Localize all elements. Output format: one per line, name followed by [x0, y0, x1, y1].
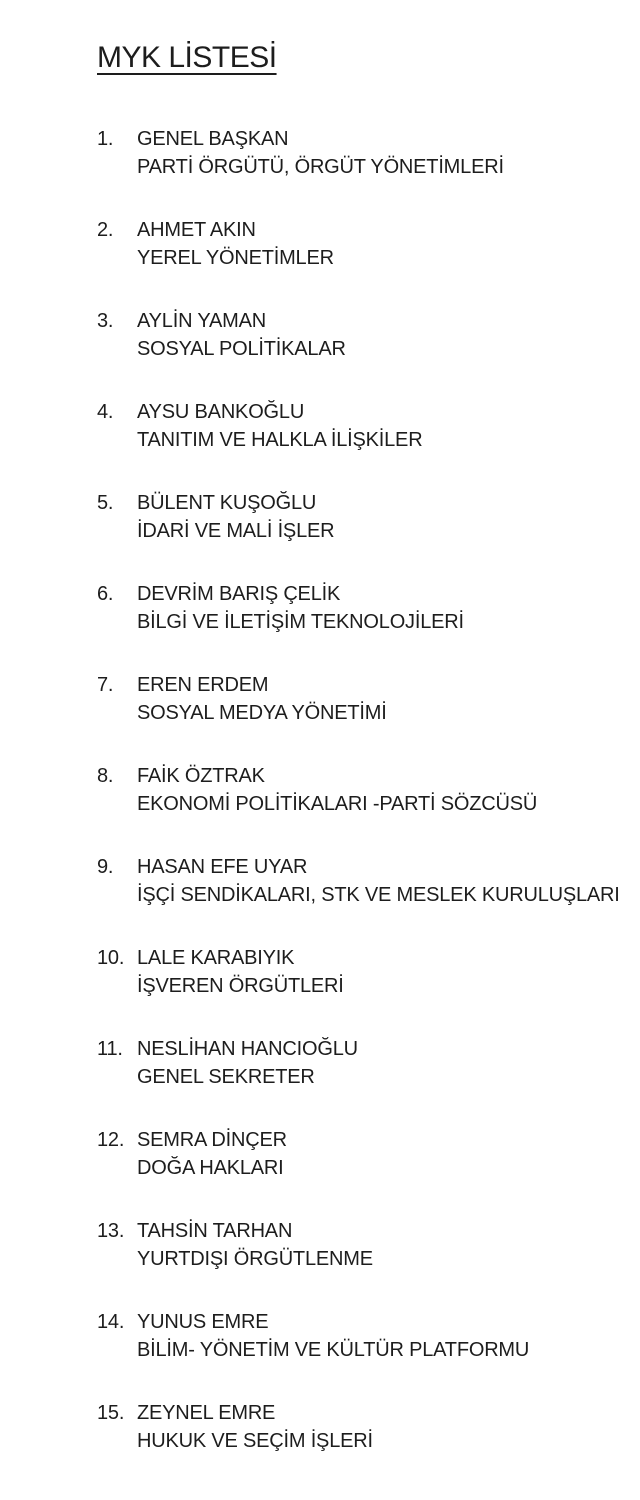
item-text — [137, 671, 387, 727]
member-name: ZEYNEL EMRE — [137, 1402, 276, 1424]
item-text — [137, 216, 334, 272]
list-item — [97, 853, 620, 909]
item-number: 6. — [97, 583, 114, 605]
list-item — [97, 1399, 620, 1455]
item-number: 10. — [97, 947, 125, 969]
list-item — [97, 580, 620, 636]
member-role: BİLİM- YÖNETİM VE KÜLTÜR PLATFORMU — [137, 1339, 530, 1361]
member-role: GENEL SEKRETER — [137, 1066, 315, 1088]
member-role: YEREL YÖNETİMLER — [137, 247, 334, 269]
item-text — [137, 1035, 358, 1091]
item-number: 15. — [97, 1402, 125, 1424]
item-text — [137, 307, 346, 363]
item-text — [137, 489, 334, 545]
item-text — [137, 398, 422, 454]
member-role: PARTİ ÖRGÜTÜ, ÖRGÜT YÖNETİMLERİ — [137, 156, 504, 178]
list-item — [97, 307, 620, 363]
member-name: HASAN EFE UYAR — [137, 856, 308, 878]
member-name: AHMET AKIN — [137, 219, 256, 241]
item-number: 1. — [97, 128, 114, 150]
list-item — [97, 1308, 620, 1364]
item-text — [137, 1308, 529, 1364]
item-number: 2. — [97, 219, 114, 241]
list-item — [97, 398, 620, 454]
member-role: İŞVEREN ÖRGÜTLERİ — [137, 975, 344, 997]
member-name: NESLİHAN HANCIOĞLU — [137, 1038, 358, 1060]
member-role: SOSYAL MEDYA YÖNETİMİ — [137, 702, 387, 724]
item-text — [137, 944, 344, 1000]
member-name: BÜLENT KUŞOĞLU — [137, 492, 317, 514]
item-number: 13. — [97, 1220, 125, 1242]
member-name: DEVRİM BARIŞ ÇELİK — [137, 583, 341, 605]
item-text — [137, 1399, 373, 1455]
list-item — [97, 216, 620, 272]
item-number: 7. — [97, 674, 114, 696]
list-item — [97, 1126, 620, 1182]
list-item — [97, 1217, 620, 1273]
member-name: EREN ERDEM — [137, 674, 269, 696]
member-name: TAHSİN TARHAN — [137, 1220, 293, 1242]
myk-list — [97, 125, 620, 1455]
member-role: EKONOMİ POLİTİKALARI -PARTİ SÖZCÜSÜ — [137, 793, 538, 815]
list-item — [97, 762, 620, 818]
item-text — [137, 853, 620, 909]
item-text — [137, 580, 464, 636]
item-text — [137, 125, 504, 181]
member-role: DOĞA HAKLARI — [137, 1157, 284, 1179]
item-text — [137, 762, 537, 818]
member-role: İDARİ VE MALİ İŞLER — [137, 520, 335, 542]
member-name: AYLİN YAMAN — [137, 310, 266, 332]
member-name: YUNUS EMRE — [137, 1311, 269, 1333]
member-role: BİLGİ VE İLETİŞİM TEKNOLOJİLERİ — [137, 611, 464, 633]
list-item — [97, 671, 620, 727]
member-role: HUKUK VE SEÇİM İŞLERİ — [137, 1430, 373, 1452]
item-number: 9. — [97, 856, 114, 878]
item-number: 12. — [97, 1129, 125, 1151]
item-number: 5. — [97, 492, 114, 514]
list-item — [97, 125, 620, 181]
list-item — [97, 489, 620, 545]
item-text — [137, 1217, 373, 1273]
item-number: 4. — [97, 401, 114, 423]
member-role: TANITIM VE HALKLA İLİŞKİLER — [137, 429, 423, 451]
page-title: MYK LİSTESİ — [97, 41, 277, 74]
item-number: 14. — [97, 1311, 125, 1333]
item-number: 3. — [97, 310, 114, 332]
list-item — [97, 1035, 620, 1091]
member-name: GENEL BAŞKAN — [137, 128, 289, 150]
list-item — [97, 944, 620, 1000]
member-name: SEMRA DİNÇER — [137, 1129, 287, 1151]
item-text — [137, 1126, 287, 1182]
member-role: SOSYAL POLİTİKALAR — [137, 338, 346, 360]
item-number: 8. — [97, 765, 114, 787]
member-name: LALE KARABIYIK — [137, 947, 295, 969]
member-name: AYSU BANKOĞLU — [137, 401, 305, 423]
member-role: YURTDIŞI ÖRGÜTLENME — [137, 1248, 373, 1270]
member-role: İŞÇİ SENDİKALARI, STK VE MESLEK KURULUŞLARI — [137, 884, 620, 906]
item-number: 11. — [97, 1038, 123, 1060]
member-name: FAİK ÖZTRAK — [137, 765, 265, 787]
